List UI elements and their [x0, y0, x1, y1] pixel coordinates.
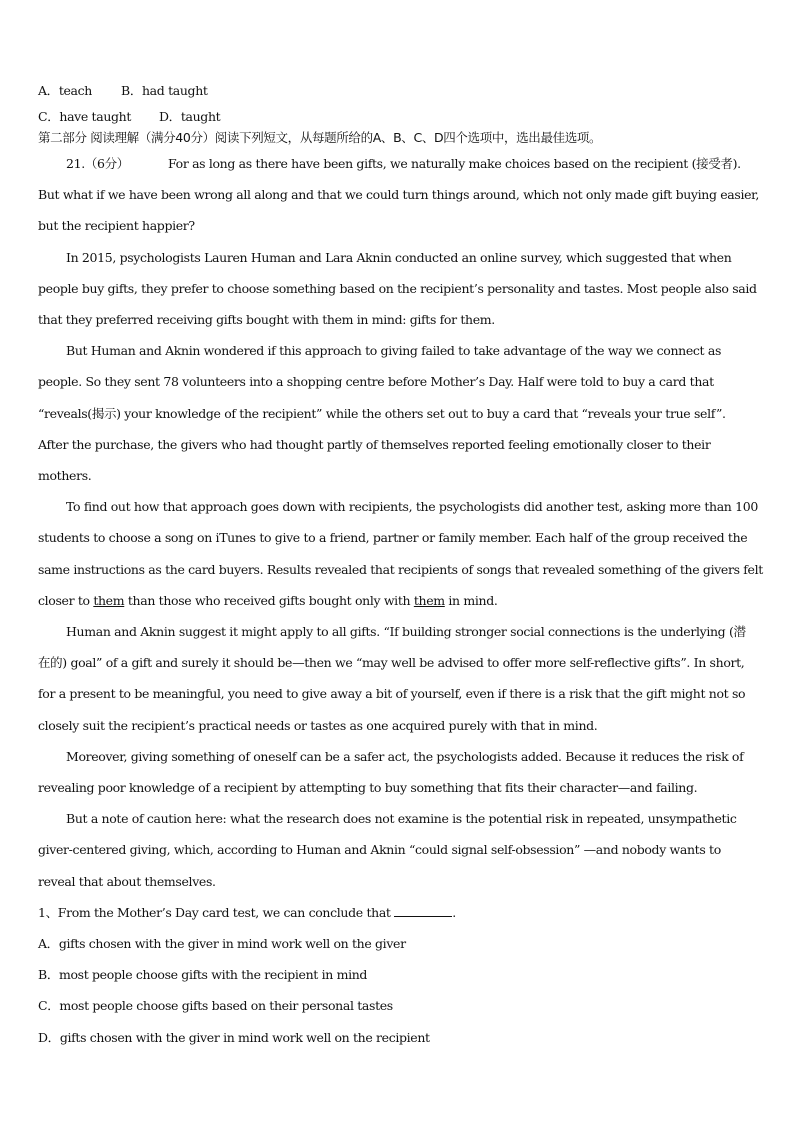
prev-option-d: D．taught — [159, 109, 221, 124]
question-1-stem — [38, 905, 456, 921]
passage-p4-line1: To find out how that approach goes down with recipients, the psychologists did another test, asking more than 100 — [66, 499, 758, 514]
question-1-option-d: D．gifts chosen with the giver in mind work well on the recipient — [38, 1030, 430, 1045]
passage-p2-line2: people buy gifts, they prefer to choose something based on the recipient’s personality and tastes. Most people also said — [38, 281, 757, 296]
prev-options-row-2 — [38, 109, 220, 125]
passage-p4-line3: same instructions as the card buyers. Results revealed that recipients of songs that revealed something of the givers felt — [38, 562, 763, 577]
passage-text: closer to — [38, 593, 94, 608]
section-header: 第二部分 阅读理解（满分40分）阅读下列短文，从每题所给的A、B、C、D四个选项中，选出最佳选项。 — [38, 130, 602, 145]
passage-text: in mind. — [444, 593, 498, 608]
passage-p4-line2: students to choose a song on iTunes to give to a friend, partner or family member. Each half of the group received the — [38, 530, 748, 545]
underlined-word-them-2: them — [413, 593, 445, 608]
passage-p1-line1 — [66, 156, 741, 172]
passage-p7-line3: reveal that about themselves. — [38, 874, 216, 889]
prev-option-c: C．have taught — [38, 109, 132, 124]
passage-p6-line1: Moreover, giving something of oneself can be a safer act, the psychologists added. Because it reduces the risk of — [66, 749, 744, 764]
prev-option-b: B．had taught — [121, 83, 208, 98]
prev-options-row-1 — [38, 83, 208, 99]
passage-p3-line2: people. So they sent 78 volunteers into a shopping centre before Mother’s Day. Half were told to buy a card that — [38, 374, 714, 389]
passage-p2-line1: In 2015, psychologists Lauren Human and Lara Aknin conducted an online survey, which suggested that when — [66, 250, 732, 265]
question-1-option-a: A．gifts chosen with the giver in mind work well on the giver — [38, 936, 406, 951]
passage-p3-line1: But Human and Aknin wondered if this approach to giving failed to take advantage of the way we connect as — [66, 343, 722, 358]
passage-text: than those who received gifts bought only with — [124, 593, 414, 608]
passage-p3-line3: “reveals(揭示) your knowledge of the recipient” while the others set out to buy a card that “reveals your true self”. — [38, 406, 726, 421]
passage-p5-line2: 在的) goal” of a gift and surely it should be—then we “may well be advised to offer more self-reflective gifts”. In short, — [38, 655, 745, 670]
passage-p6-line2: revealing poor knowledge of a recipient by attempting to buy something that fits their character—and failing. — [38, 780, 698, 795]
question-label: 21.（6分） — [66, 156, 129, 171]
question-1-option-b: B．most people choose gifts with the recipient in mind — [38, 967, 368, 982]
passage-p1-line3: but the recipient happier? — [38, 218, 195, 233]
passage-p7-line2: giver-centered giving, which, according to Human and Aknin “could signal self-obsession” —and nobody wants to — [38, 842, 721, 857]
passage-p5-line3: for a present to be meaningful, you need to give away a bit of yourself, even if there is a risk that the gift might not so — [38, 686, 746, 701]
answer-blank — [394, 905, 452, 917]
passage-p5-line4: closely suit the recipient’s practical needs or tastes as one acquired purely with that in mind. — [38, 718, 598, 733]
passage-p3-line4: After the purchase, the givers who had thought partly of themselves reported feeling emotionally closer to their — [38, 437, 711, 452]
passage-p5-line1: Human and Aknin suggest it might apply to all gifts. “If building stronger social connections is the underlying (潜 — [66, 624, 746, 639]
question-stem-end: . — [452, 905, 456, 920]
passage-p7-line1: But a note of caution here: what the research does not examine is the potential risk in repeated, unsympathetic — [66, 811, 737, 826]
passage-p1-line2: But what if we have been wrong all along and that we could turn things around, which not only made gift buying easier, — [38, 187, 760, 202]
passage-text: For as long as there have been gifts, we naturally make choices based on the recipient (接受者). — [168, 156, 741, 171]
prev-option-a: A．teach — [38, 83, 93, 98]
underlined-word-them-1: them — [93, 593, 125, 608]
question-stem-text: 1、From the Mother’s Day card test, we can conclude that — [38, 905, 395, 920]
question-1-option-c: C．most people choose gifts based on their personal tastes — [38, 998, 393, 1013]
passage-p3-line5: mothers. — [38, 468, 92, 483]
passage-p2-line3: that they preferred receiving gifts bought with them in mind: gifts for them. — [38, 312, 495, 327]
passage-p4-line4 — [38, 593, 498, 609]
